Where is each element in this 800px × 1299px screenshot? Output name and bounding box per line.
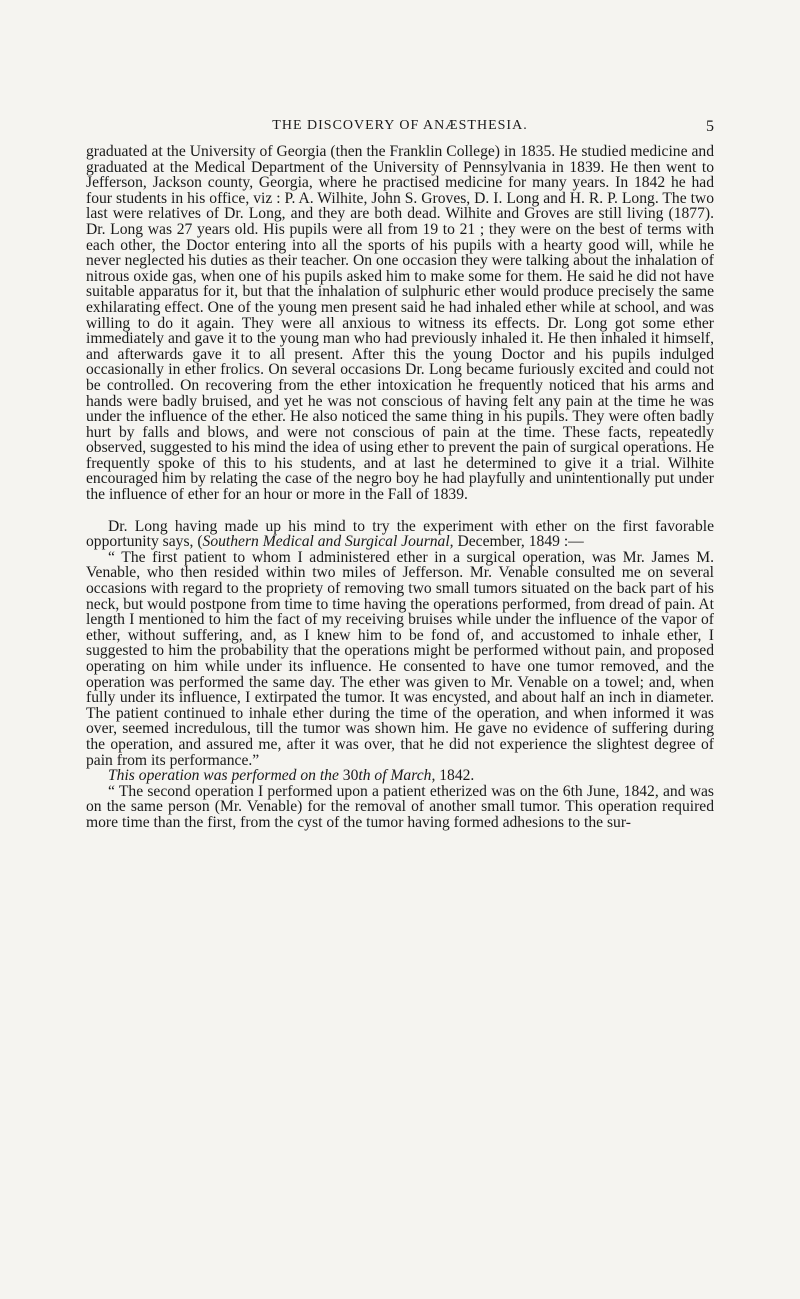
paragraph-2-text: Dr. Long having made up his mind to try the experiment with ether on the first favorable opportunity says,	[86, 517, 714, 551]
paragraph-1: graduated at the University of Georgia (then the Franklin College) in 1835. He studied medicine and graduated at the Medical Department of the University of Pennsylvania in 1839. He then went to Jefferson, Jackson county, Georgia, where he practised medicine for many years. In 1842 he had four students in his office, viz : P. A. Wilhite, John S. Groves, D. I. Long and H. R. P. Long. The two last were relatives of Dr. Long, and they are both dead. Wilhite and Groves are still living (1877). Dr. Long was 27 years old. His pupils were all from 19 to 21 ; they were on the best of terms with each other, the Doctor entering into all the sports of his pupils with a hearty good will, while he never neglected his duties as their teacher. On one occasion they were talking about the inhalation of nitrous oxide gas, when one of his pupils asked him to make some for them. He said he did not have suitable apparatus for it, but that the inhalation of sulphuric ether would produce precisely the same exhilarating effect. One of the young men present said he had inhaled ether while at school, and was willing to do it again. They were all anxious to witness its effects. Dr. Long got some ether immediately and gave it to the young man who had previously inhaled it. He then inhaled it himself, and afterwards gave it to all present. After this the young Doctor and his pupils indulged occasionally in ether frolics. On several occasions Dr. Long became furiously excited and could not be controlled. On recovering from the ether intoxication he frequently noticed that his arms and hands were badly bruised, and yet he was not conscious of having felt any pain at the time he was under the influence of the ether. He also noticed the same thing in his pupils. They were often badly hurt by falls and blows, and were not conscious of pain at the time. These facts, repeatedly observed, suggested to his mind the idea of using ether to prevent the pain of surgical operations. He frequently spoke of this to his students, and at last he determined to give it a trial. Wilhite encouraged him by relating the case of the negro boy he had playfully and unintentionally put under the influence of ether for an hour or more in the Fall of 1839.	[86, 143, 714, 504]
citation-open: (	[197, 533, 203, 551]
running-head	[86, 118, 714, 140]
body-text	[86, 144, 714, 831]
quote-paragraph-2: “ The second operation I performed upon a patient etherized was on the 6th June, 1842, and was on the same person (Mr. Venable) for the removal of another small tumor. This operation required more time than the first, from the cyst of the tumor having formed adhesions to the sur-	[86, 782, 714, 831]
italic-note-suffix: th of March,	[358, 767, 436, 785]
quote-paragraph-1: “ The first patient to whom I administered ether in a surgical operation, was Mr. James M. Venable, who then resided within two miles of Jefferson. Mr. Venable consulted me on several occasions with regard to the propriety of removing two small tumors situated on the back part of his neck, but would postpone from time to time having the operations performed, from dread of pain. At length I mentioned to him the fact of my receiving bruises while under the influence of the vapor of ether, without suffering, and, as I knew him to be fond of, and accustomed to inhale ether, I suggested to him the probability that the operations might be performed without pain, and proposed operating on him while under its influence. He consented to have one tumor removed, and the operation was performed the same day. The ether was given to Mr. Venable on a towel; and, when fully under its influence, I extirpated the tumor. It was encysted, and about half an inch in diameter. The patient continued to inhale ether during the time of the operation, and when informed it was over, seemed incredulous, till the tumor was shown him. He gave no evidence of suffering during the operation, and assured me, after it was over, that he did not experience the slightest degree of pain from its performance.”	[86, 548, 714, 769]
citation-source: Southern Medical and Surgical Journal,	[202, 533, 454, 551]
citation-rest: December, 1849 :—	[453, 533, 584, 551]
italic-note-tail: 1842.	[435, 767, 475, 785]
italic-note-prefix: This operation was performed on the	[108, 767, 339, 785]
italic-note	[86, 768, 714, 784]
paragraph-2	[86, 519, 714, 550]
running-title: THE DISCOVERY OF ANÆSTHESIA.	[272, 118, 528, 133]
italic-note-mid: 30	[338, 767, 359, 785]
page-number: 5	[706, 118, 714, 135]
